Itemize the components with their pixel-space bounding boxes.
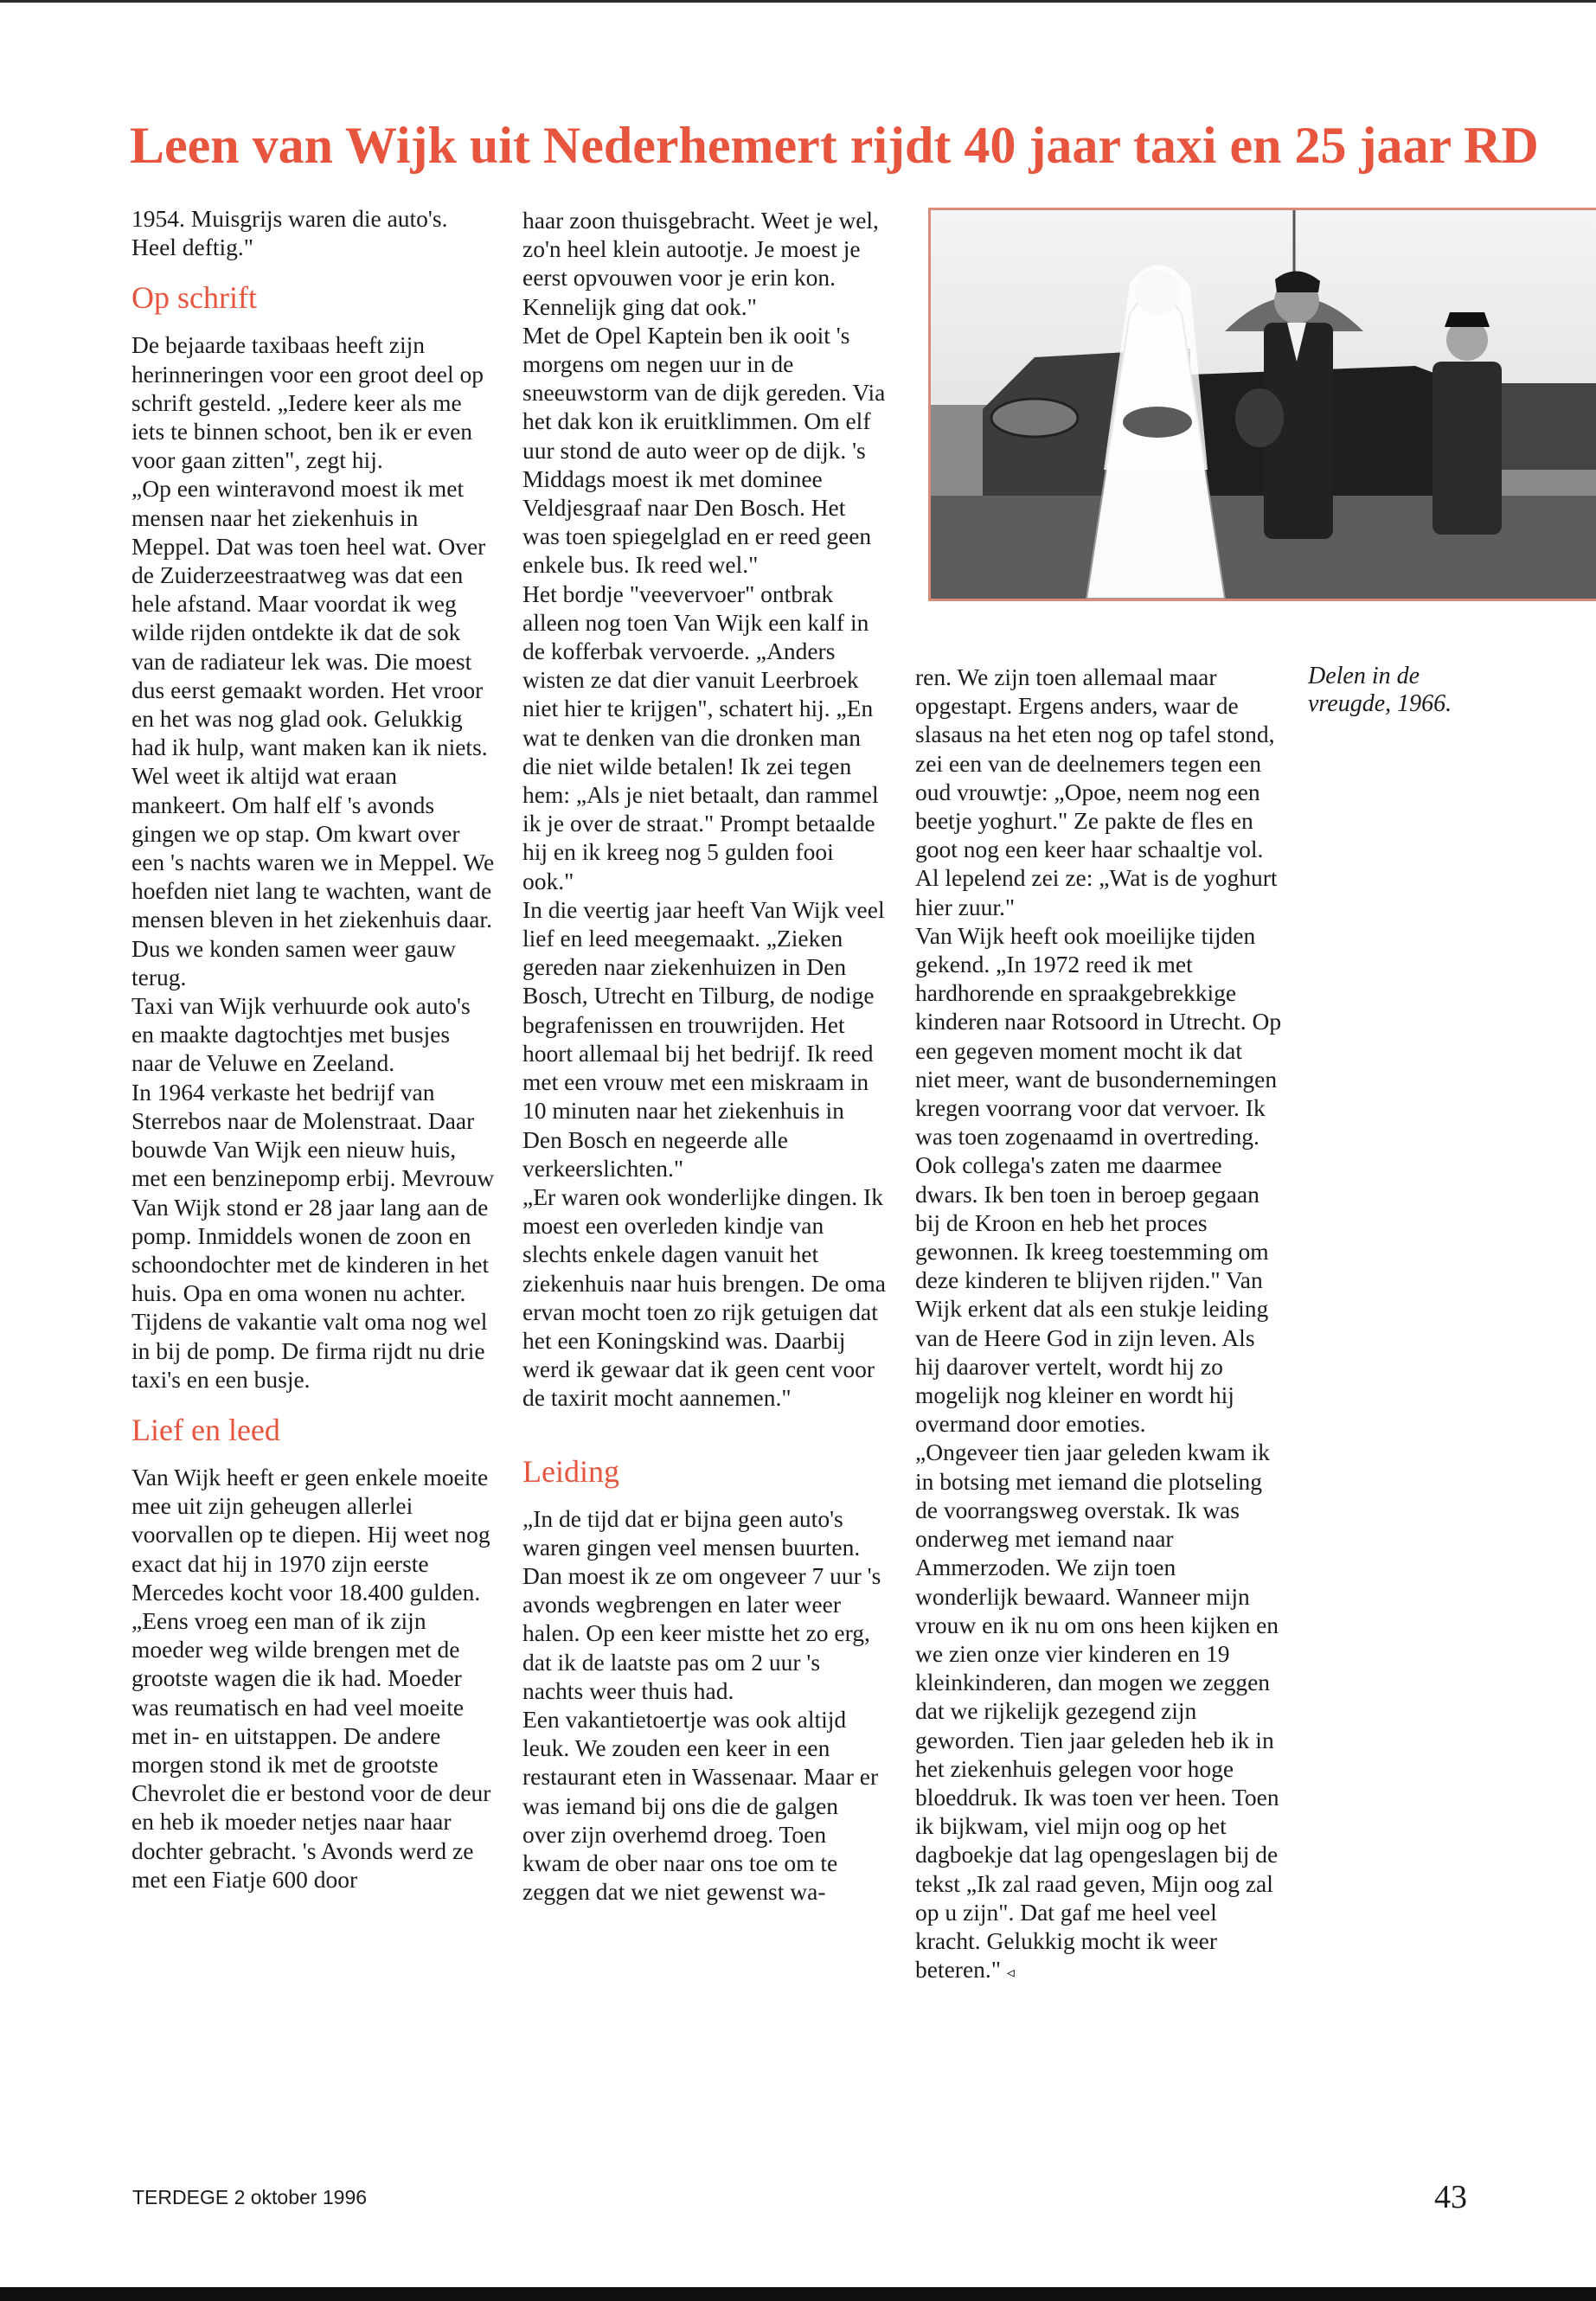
paragraph: In die veertig jaar heeft Van Wijk veel lief en leed meegemaakt. „Zieken gereden naar ziekenhuizen in Den Bosch, Utrecht en Tilburg, de nodige begrafenissen en trouwrijden. Het hoort allemaal bij het bedrijf. Ik reed met een vrouw met een miskraam in 10 minuten naar het ziekenhuis in Den Bosch en negeerde alle verkeerslichten." bbox=[522, 895, 885, 1182]
paragraph: Het bordje "veevervoer" ontbrak alleen nog toen Van Wijk een kalf in de kofferbak vervoerde. „Anders wisten ze dat dier vanuit Leerbroek niet hier te krijgen", schatert hij. „En wat te denken van die dronken man die niet wilde betalen! Ik zei tegen hem: „Als je niet betaalt, dan rammel ik je over de straat." Prompt betaalde hij en ik kreeg nog 5 gulden fooi ook." bbox=[522, 580, 879, 894]
subheading-op-schrift: Op schrift bbox=[131, 280, 257, 316]
publication-footer: TERDEGE 2 oktober 1996 bbox=[132, 2186, 368, 2208]
paragraph-text: „Ongeveer tien jaar geleden kwam ik in botsing met iemand die plotseling de voorrangsweg overstak. Ik was onderweg met iemand naar Ammerzoden. We zijn toen wonderlijk bewaard. Wanneer mijn vrouw en ik nu om ons heen kijken en we zien onze vier kinderen en 19 kleinkinderen, dan mogen we zeggen dat we rijkelijk gezegend zijn geworden. Tien jaar geleden heb ik in het ziekenhuis gelegen voor hoge bloeddruk. Ik was toen ver heen. Toen ik bijkwam, viel mijn oog op het dagboekje dat lag opengeslagen bij de tekst „Ik zal raad geven, Mijn oog zal op u zijn". Dat gaf me heel veel kracht. Gelukkig mocht ik weer beteren." bbox=[915, 1439, 1279, 1984]
article-column-3 bbox=[915, 663, 1283, 1987]
paragraph: Taxi van Wijk verhuurde ook auto's en maakte dagtochtjes met busjes naar de Veluwe en Zeeland. bbox=[131, 992, 471, 1077]
paragraph bbox=[915, 1438, 1283, 1987]
page-number: 43 bbox=[1434, 2179, 1467, 2215]
paragraph: 1954. Muisgrijs waren die auto's. Heel deftig." bbox=[131, 205, 448, 261]
paragraph: Een vakantietoertje was ook altijd leuk. We zouden een keer in een restaurant eten in Wassenaar. Maar er was iemand bij ons die de galgen over zijn overhemd droeg. Toen kwam de ober naar ons toe om te zeggen dat we niet gewenst wa- bbox=[522, 1705, 879, 1906]
paragraph: Van Wijk heeft er geen enkele moeite mee uit zijn geheugen allerlei voorvallen op te diepen. Hij weet nog exact dat hij in 1970 zijn eerste Mercedes kocht voor 18.400 gulden. „Eens vroeg een man of ik zijn moeder weg wilde brengen met de grootste wagen die ik had. Moeder was reumatisch en had veel moeite met in- en uitstappen. De andere morgen stond ik met de grootste Chevrolet die er bestond voor de deur en heb ik moeder netjes naar haar dochter gebracht. 's Avonds werd ze met een Fiatje 600 door bbox=[131, 1463, 491, 1893]
paragraph: ren. We zijn toen allemaal maar opgestapt. Ergens anders, waar de slasaus na het eten nog op tafel stond, zei een van de deelnemers tegen een oud vrouwtje: „Opoe, neem nog een beetje yoghurt." Ze pakte de fles en goot nog een keer haar schaaltje vol. Al lepelend zei ze: „Wat is de yoghurt hier zuur." bbox=[915, 663, 1278, 920]
wedding-photo bbox=[928, 208, 1596, 601]
end-of-article-mark: ◃ bbox=[1006, 1964, 1015, 1982]
wedding-photo-illustration bbox=[931, 210, 1596, 599]
paragraph: „In de tijd dat er bijna geen auto's waren gingen veel mensen buurten. Dan moest ik ze om ongeveer 7 uur 's avonds wegbrengen en later weer halen. Op een keer mistte het zo erg, dat ik de laatste pas om 2 uur 's nachts weer thuis had. bbox=[522, 1504, 881, 1704]
paragraph: De bejaarde taxibaas heeft zijn herinneringen voor een groot deel op schrift gesteld. „Iedere keer als me iets te binnen schoot, ben ik er even voor gaan zitten", zegt hij. bbox=[131, 331, 484, 474]
paragraph: „Op een winteravond moest ik met mensen naar het ziekenhuis in Meppel. Dat was toen heel wat. Over de Zuiderzeestraatweg was dat een hele afstand. Maar voordat ik weg wilde rijden ontdekte ik dat de sok van de radiateur lek was. Die moest dus eerst gemaakt worden. Het vroor en het was nog glad ook. Gelukkig had ik hulp, want maken kan ik niets. Wel weet ik altijd wat eraan mankeert. Om half elf 's avonds gingen we op stap. Om kwart over een 's nachts waren we in Meppel. We hoefden niet lang te wachten, want de mensen bleven in het ziekenhuis daar. Dus we konden samen weer gauw terug. bbox=[131, 475, 495, 990]
article-title: Leen van Wijk uit Nederhemert rijdt 40 jaar taxi en 25 jaar RD bbox=[130, 117, 1539, 174]
paragraph: Van Wijk heeft ook moeilijke tijden gekend. „In 1972 reed ik met hardhorende en spraakgebrekkige kinderen naar Rotsoord in Utrecht. Op een gegeven moment mocht ik dat niet meer, want de busondernemingen kregen voorrang voor dat vervoer. Ik was toen zogenaamd in overtreding. Ook collega's zaten me daarmee dwars. Ik ben toen in beroep gegaan bij de Kroon en heb het proces gewonnen. Ik kreeg toestemming om deze kinderen te blijven rijden." Van Wijk erkent dat als een stukje leiding van de Heere God in zijn leven. Als hij daarover vertelt, wordt hij zo mogelijk nog kleiner en wordt hij overmand door emoties. bbox=[915, 921, 1282, 1438]
paragraph: „Er waren ook wonderlijke dingen. Ik moest een overleden kindje van slechts enkele dagen vanuit het ziekenhuis naar huis brengen. De oma ervan mocht toen zo rijk getuigen dat het een Koningskind was. Daarbij werd ik gewaar dat ik geen cent voor de taxirit mocht aannemen." bbox=[522, 1183, 886, 1412]
article-column-1 bbox=[131, 204, 495, 1894]
paragraph: In 1964 verkaste het bedrijf van Sterrebos naar de Molenstraat. Daar bouwde Van Wijk een nieuw huis, met een benzinepomp erbij. Mevrouw Van Wijk stond er 28 jaar lang aan de pomp. Inmiddels wonen de zoon en schoondochter met de kinderen in het huis. Opa en oma wonen nu achter. Tijdens de vakantie valt oma nog wel in bij de pomp. De firma rijdt nu drie taxi's en een busje. bbox=[131, 1078, 495, 1393]
paragraph: haar zoon thuisgebracht. Weet je wel, zo'n heel klein autootje. Je moest je eerst opvouwen voor je erin kon. Kennelijk ging dat ook." bbox=[522, 207, 879, 320]
paragraph: Met de Opel Kaptein ben ik ooit 's morgens om negen uur in de sneeuwstorm van de dijk gereden. Via het dak kon ik eruitklimmen. Om elf uur stond de auto weer op de dijk. 's Middags moest ik met dominee Veldjesgraaf naar Den Bosch. Het was toen spiegelglad en er reed geen enkele bus. Ik reed wel." bbox=[522, 321, 886, 579]
subheading-lief-en-leed: Lief en leed bbox=[131, 1412, 280, 1447]
subheading-leiding: Leiding bbox=[522, 1453, 619, 1489]
photo-caption: Delen in de vreugde, 1966. bbox=[1308, 663, 1452, 717]
article-column-2 bbox=[522, 206, 886, 1906]
